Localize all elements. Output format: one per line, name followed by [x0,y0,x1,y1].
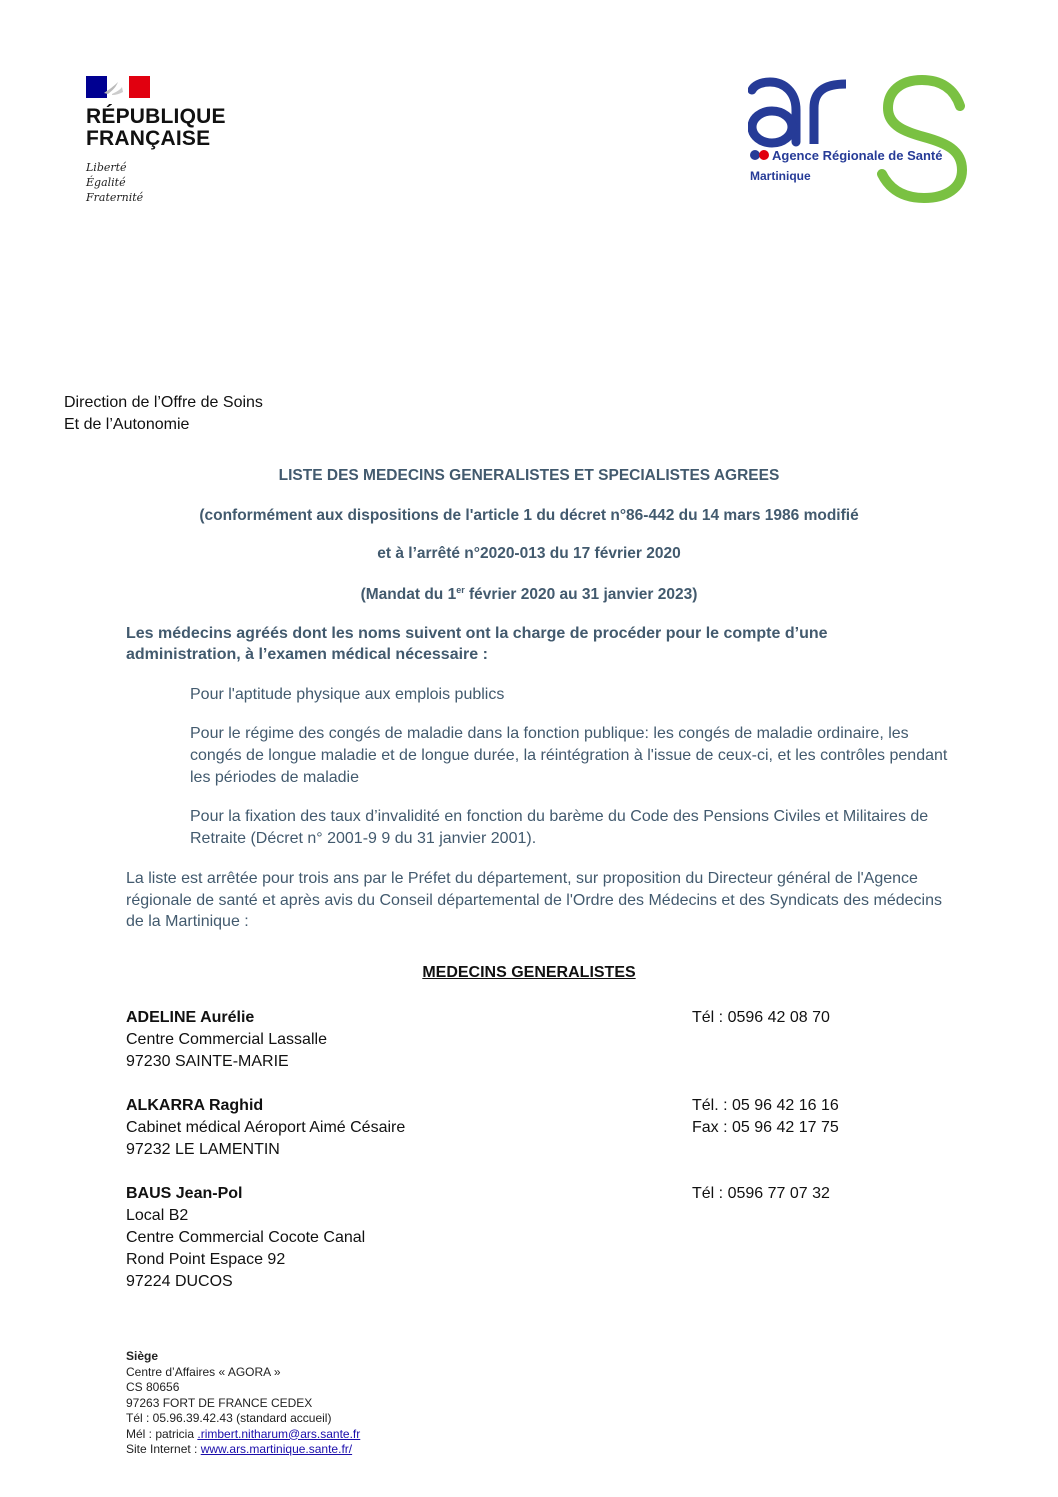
doctor-address-line: 97224 DUCOS [126,1273,233,1290]
ars-agency-name: Agence Régionale de Santé [772,148,943,163]
doctor-address-line: Cabinet médical Aéroport Aimé Césaire [126,1119,406,1136]
doctor-phones: Tél : 0596 42 08 70 [692,1009,830,1026]
marianne-logo [86,76,150,98]
section-title: MEDECINS GENERALISTES [422,964,636,981]
arrete-reference: et à l’arrêté n°2020-013 du 17 février 2020 [377,545,681,562]
doctor-address-line: Centre Commercial Lassalle [126,1031,327,1048]
republique-francaise-title: RÉPUBLIQUE FRANÇAISE [86,105,226,150]
footer-line: CS 80656 [126,1380,180,1394]
doctor-address-line: Centre Commercial Cocote Canal [126,1229,366,1246]
doctor-phones: Tél : 0596 77 07 32 [692,1185,830,1202]
doctor-entry [126,1095,946,1161]
doctor-name: ADELINE Aurélie [126,1009,255,1026]
purpose-item: Pour la fixation des taux d’invalidité en fonction du barème du Code des Pensions Civiles et Militaires de Retraite (Décret n° 2001-9 9 du 31 janvier 2001). [190,808,929,847]
decree-reference: (conformément aux dispositions de l'article 1 du décret n°86-442 du 14 mars 1986 modifié [199,507,859,524]
footer-contact [126,1349,360,1458]
mandate-period: (Mandat du 1er février 2020 au 31 janvier 2023) [360,585,698,604]
doctor-address-line: 97232 LE LAMENTIN [126,1141,280,1158]
document-title: LISTE DES MEDECINS GENERALISTES ET SPECIALISTES AGREES [278,467,780,484]
footer-siege-label: Siège [126,1349,159,1363]
website-link[interactable]: www.ars.martinique.sante.fr/ [200,1442,353,1456]
doctor-address-line: Rond Point Espace 92 [126,1251,286,1268]
doctor-name: BAUS Jean-Pol [126,1185,243,1202]
ars-logo [748,70,970,205]
doctor-entry [126,1007,946,1073]
footer-site: Site Internet : www.ars.martinique.sante.fr/ [126,1442,353,1456]
footer-line: Centre d’Affaires « AGORA » [126,1364,281,1379]
purpose-item: Pour l'aptitude physique aux emplois publics [190,686,505,703]
doctor-address-line: 97230 SAINTE-MARIE [126,1053,289,1070]
ars-region: Martinique [750,169,811,183]
footer-line: Tél : 05.96.39.42.43 (standard accueil) [126,1411,332,1425]
footer-line: 97263 FORT DE FRANCE CEDEX [126,1395,313,1410]
doctor-entry [126,1183,946,1293]
doctor-phones: Tél. : 05 96 42 16 16 Fax : 05 96 42 17 75 [692,1097,839,1136]
intro-paragraph: Les médecins agréés dont les noms suivent ont la charge de procéder pour le compte d’une administration, à l’examen médical nécessaire : [126,625,828,663]
liste-paragraph: La liste est arrêtée pour trois ans par le Préfet du département, sur proposition du Directeur général de l'Agence régionale de santé et après avis du Conseil départemental de l'Ordre des Médecins et des Syndicats des médecins de la Martinique : [126,870,942,930]
purpose-item: Pour le régime des congés de maladie dans la fonction publique: les congés de maladie ordinaire, les congés de longue maladie et de longue durée, la réintégration à l'issue de ceux-ci, et les contrôles pendant les périodes de maladie [190,725,948,786]
direction-heading: Direction de l’Offre de Soins Et de l’Autonomie [64,394,263,433]
doctor-name: ALKARRA Raghid [126,1097,264,1114]
republic-motto: Liberté Égalité Fraternité [86,161,144,204]
footer-mel: Mél : patricia .rimbert.nitharum@ars.sante.fr [126,1426,361,1441]
email-link[interactable]: .rimbert.nitharum@ars.sante.fr [197,1426,361,1441]
doctor-address-line: Local B2 [126,1207,189,1224]
